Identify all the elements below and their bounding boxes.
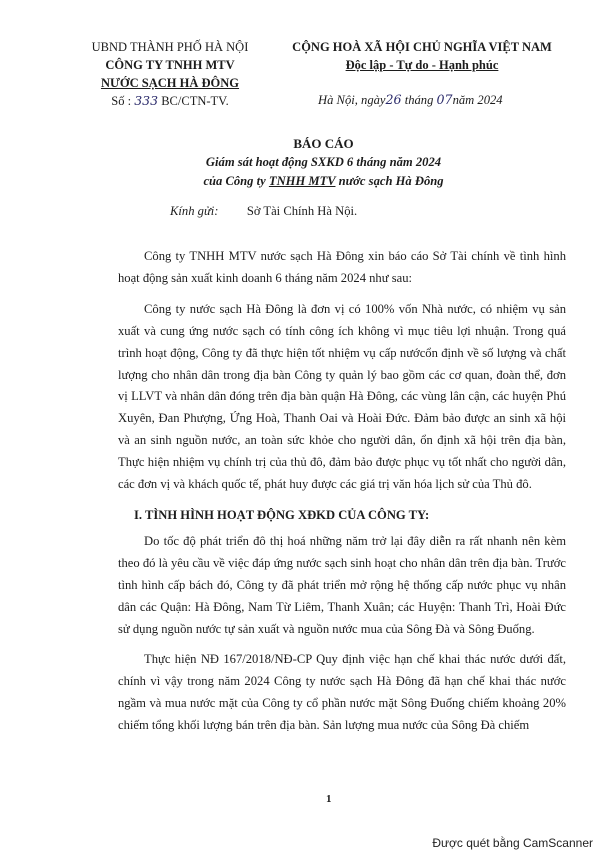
document-reference: Số : 333 BC/CTN-TV. (111, 93, 229, 108)
report-title: BÁO CÁO (293, 136, 354, 151)
recipient-label: Kính gửi: (170, 204, 219, 218)
section-1-paragraph-1: Do tốc độ phát triển đô thị hoá những năm trở lại đây diễn ra rất nhanh nên kèm theo đó là yêu cầu về việc đáp ứng nước sạch sinh hoạt cho nhân dân trên địa bàn. Trước tình hình cấp bách đó, Công ty đã phát triển mở rộng hệ thống cấp nước phục vụ nhân dân các Quận: Hà Đông, Nam Từ Liêm, Thanh Xuân; các Huyện: Thanh Trì, Hoài Đức sử dụng nguồn nước tự sản xuất và nguồn nước mua của Sông Đà và Sông Đuống. (118, 533, 566, 636)
section-1-paragraph-2: Thực hiện NĐ 167/2018/NĐ-CP Quy định việc hạn chế khai thác nước dưới đất, chính vì vậy trong năm 2024 Công ty nước sạch Hà Đông đã hạn chế khai thác nước ngầm và mua nước mặt của Công ty cổ phần nước mặt Sông Đuống chiếm khoảng 20% chiếm tổng khối lượng bán trên địa bàn. Sản lượng mua nước của Sông Đà chiếm (118, 652, 566, 733)
report-subtitle-2: của Công ty TNHH MTV nước sạch Hà Đông (203, 174, 444, 188)
report-subtitle-1: Giám sát hoạt động SXKD 6 tháng năm 2024 (205, 155, 442, 169)
recipient-name: Sở Tài Chính Hà Nội. (246, 204, 358, 218)
national-motto-block (272, 38, 572, 74)
section-1-heading: I. TÌNH HÌNH HOẠT ĐỘNG XĐKD CỦA CÔNG TY: (134, 507, 430, 522)
report-body (118, 246, 566, 746)
issuer-company-line2: NƯỚC SẠCH HÀ ĐÔNG (100, 76, 240, 90)
recipient-line (170, 204, 357, 219)
scanner-watermark: Được quét bằng CamScanner (432, 836, 593, 850)
intro-paragraph: Công ty TNHH MTV nước sạch Hà Đông xin báo cáo Sở Tài chính về tình hình hoạt động sản xuất kinh doanh 6 tháng năm 2024 như sau: (118, 249, 566, 285)
company-description-paragraph: Công ty nước sạch Hà Đông là đơn vị có 100% vốn Nhà nước, có nhiệm vụ sản xuất và cung ứng nước sạch có tính công ích không vì mục tiêu lợi nhuận. Trong quá trình hoạt động, Công ty đã thực hiện tốt nhiệm vụ cấp nướcổn định về số lượng và chất lượng cho nhân dân trong địa bàn Công ty quản lý bao gồm các cơ quan, đoàn thể, đơn vị LLVT và nhân dân đóng trên địa bàn quận Hà Đông, các vùng lân cận, các huyện Phú Xuyên, Đan Phượng, Ứng Hoà, Thanh Oai và Hoài Đức. Đảm bảo được an sinh xã hội và an sinh nguồn nước, an toàn sức khỏe cho người dân, ổn định xã hội trên địa bàn, Thực hiện nhiệm vụ chính trị của thủ đô, đảm bảo được phục vụ tốt nhất cho người dân, các đơn vị và khách quốc tế, phát huy được các giá trị văn hóa lịch sử của Thủ đô. (118, 301, 566, 492)
issuer-company-line1: CÔNG TY TNHH MTV (105, 58, 235, 72)
issuer-block (70, 38, 270, 110)
reference-number: 333 (134, 93, 159, 108)
page-number: 1 (326, 793, 332, 805)
national-title: CỘNG HOÀ XÃ HỘI CHỦ NGHĨA VIỆT NAM (292, 40, 552, 54)
issuer-city: UBND THÀNH PHỐ HÀ NỘI (91, 40, 249, 54)
national-motto: Độc lập - Tự do - Hạnh phúc (345, 58, 499, 72)
document-date: Hà Nội, ngày26 tháng 07năm 2024 (318, 92, 503, 107)
